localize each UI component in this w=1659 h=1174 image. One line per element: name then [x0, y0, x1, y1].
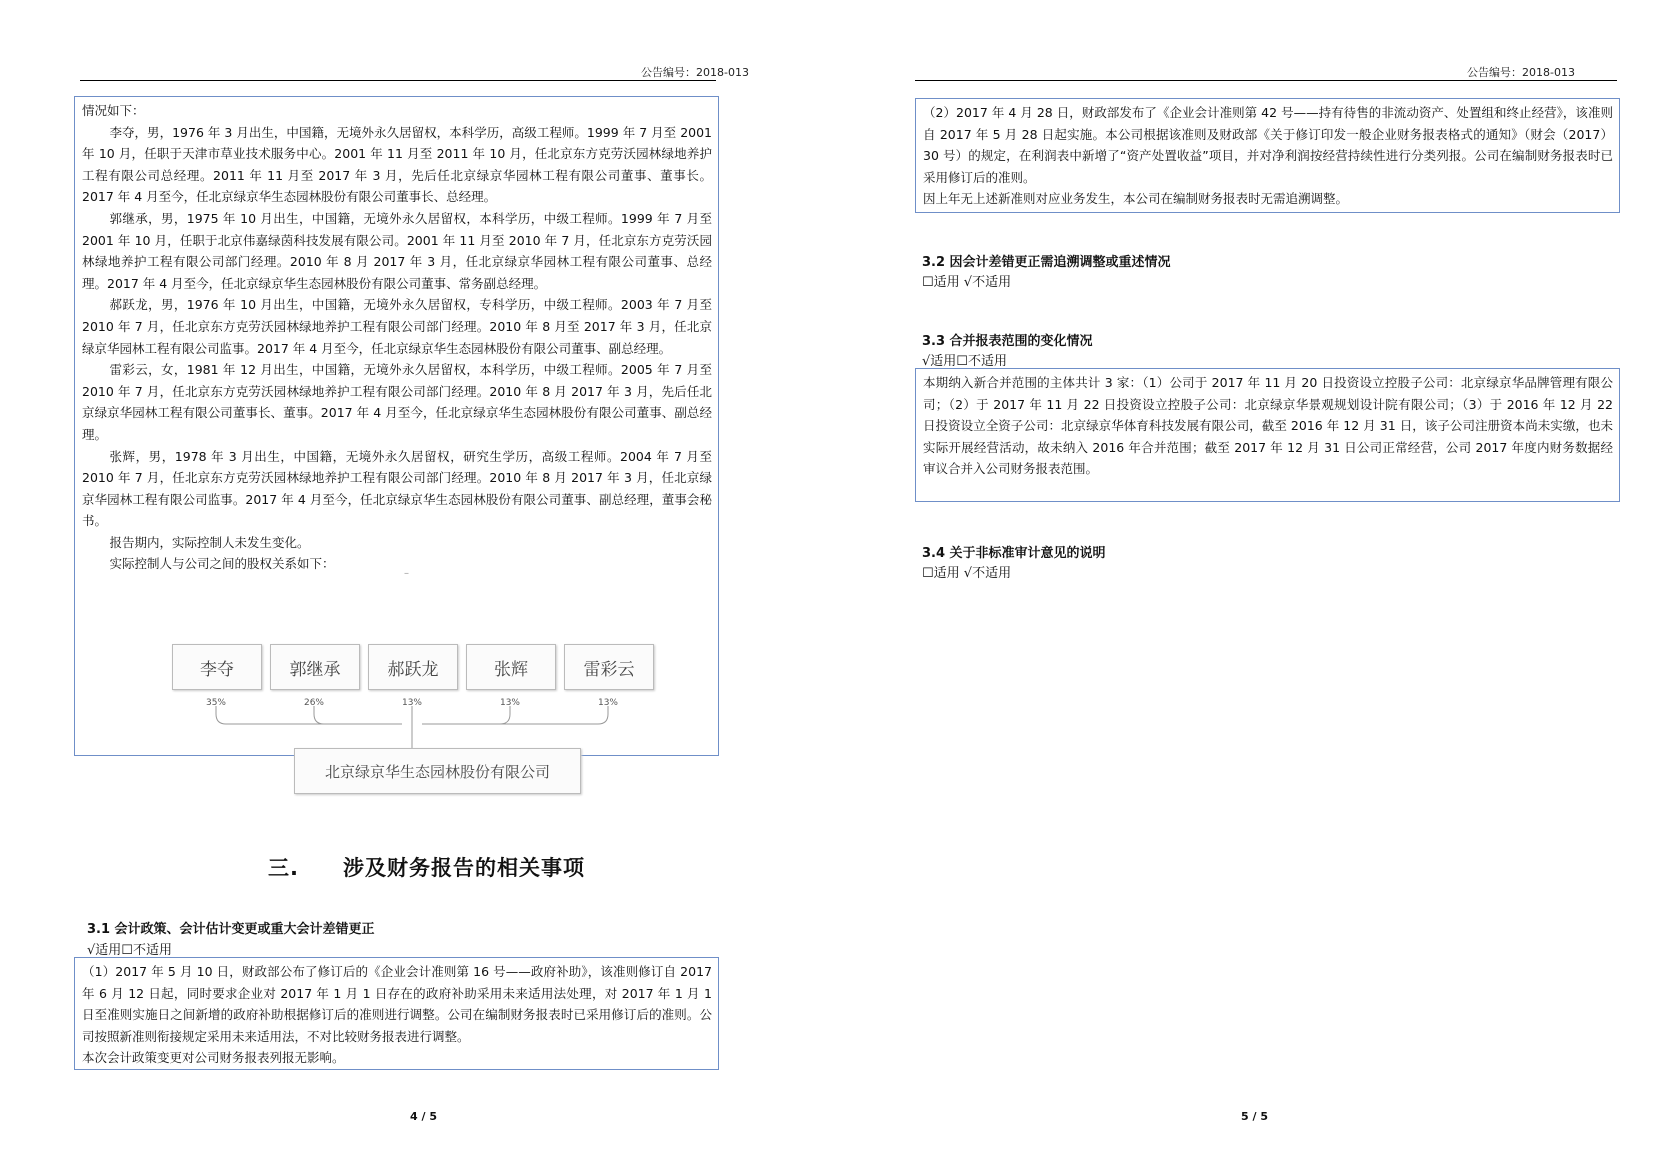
- share-pct-li-duo: 35%: [205, 698, 226, 708]
- s31-paragraph-4: 因上年无上述新准则对应业务发生，本公司在编制财务报表时无需追溯调整。: [923, 191, 1349, 207]
- s33-box: [915, 368, 1620, 502]
- s33-title: 3.3 合并报表范围的变化情况: [922, 334, 1093, 349]
- company-box: 北京绿京华生态园林股份有限公司: [294, 748, 581, 794]
- share-pct-zhang-hui: 13%: [499, 698, 520, 708]
- intro-text: 情况如下：: [82, 103, 145, 118]
- s31-title: 3.1 会计政策、会计估计变更或重大会计差错更正: [87, 922, 375, 937]
- ownership-chart: [172, 568, 692, 800]
- s31-paragraph-1: （1）2017 年 5 月 10 日，财政部公布了修订后的《企业会计准则第 16 号——政府补助》，该准则修订自 2017 年 6 月 12 日起，同时要求企业对 2017 年 1 月 1 日存在的政府补助采用未来适用法处理，对 2017 年 1 月 1 日至准则实施日之间新增的政府补助根据修订后的准则进行调整。公司在编制财务报表时已采用修订后的准则。公司按照新准则衔接规定采用未来适用法，不对比较财务报表进行调整。: [82, 964, 712, 1044]
- s31-applicability: √适用☐不适用: [87, 943, 172, 958]
- shareholder-box-hao-yuelong: 郝跃龙: [368, 644, 458, 690]
- shareholder-box-zhang-hui: 张辉: [466, 644, 556, 690]
- bio-li-duo: 李夺，男，1976 年 3 月出生，中国籍，无境外永久居留权，本科学历，高级工程师。1999 年 7 月至 2001 年 10 月，任职于天津市草业技术服务中心。2001 年 11 月至 2011 年 10 月，任北京东方克劳沃园林绿地养护工程有限公司总经理。2011 年 11 月至 2017 年 3 月，先后任北京绿京华园林工程有限公司董事、董事长。2017 年 4 月至今，任北京绿京华生态园林股份有限公司董事长、总经理。: [82, 124, 712, 205]
- s32-applicability: ☐适用 √不适用: [922, 275, 1012, 290]
- s33-applicability: √适用☐不适用: [922, 354, 1007, 369]
- announcement-number: 公告编号：2018-013: [1467, 66, 1575, 79]
- page-number: 4 / 5: [410, 1110, 437, 1123]
- share-pct-guo-jicheng: 26%: [303, 698, 324, 708]
- chart-dash: –: [404, 568, 409, 579]
- share-pct-hao-yuelong: 13%: [401, 698, 422, 708]
- s31-paragraph-3: （2）2017 年 4 月 28 日，财政部发布了《企业会计准则第 42 号——持有待售的非流动资产、处置组和终止经营》，该准则自 2017 年 5 月 28 日起实施。本公司根据该准则及财政部《关于修订印发一般企业财务报表格式的通知》（财会（2017）30 号）的规定，在利润表中新增了“资产处置收益”项目，并对净利润按经营持续性进行分类列报。公司在编制财务报表时已采用修订后的准则。: [923, 105, 1613, 185]
- equity-relation-intro: 实际控制人与公司之间的股权关系如下：: [109, 556, 335, 572]
- shareholder-box-lei-caiyun: 雷彩云: [564, 644, 654, 690]
- s34-applicability: ☐适用 √不适用: [922, 566, 1012, 581]
- bio-zhang-hui: 张辉，男，1978 年 3 月出生，中国籍，无境外永久居留权，研究生学历，高级工程师。2004 年 7 月至 2010 年 7 月，任北京东方克劳沃园林绿地养护工程有限公司部门经理。2010 年 8 月 2017 年 3 月，任北京绿京华园林工程有限公司监事。2017 年 4 月至今，任北京绿京华生态园林股份有限公司董事、副总经理，董事会秘书。: [82, 448, 712, 529]
- s31-box: [74, 957, 719, 1070]
- controller-unchanged-text: 报告期内，实际控制人未发生变化。: [109, 534, 310, 550]
- s33-text: 本期纳入新合并范围的主体共计 3 家：（1）公司于 2017 年 11 月 20 日投资设立控股子公司：北京绿京华品牌管理有限公司；（2）于 2017 年 11 月 22 日投资设立控股子公司：北京绿京华景观规划设计院有限公司；（3）于 2016 年 12 月 22 日投资设立全资子公司：北京绿京华体育科技发展有限公司，截至 2016 年 12 月 31 日，该子公司注册资本尚未实缴，也未实际开展经营活动，故未纳入 2016 年合并范围；截至 2017 年 12 月 31 日公司正常经营，公司 2017 年度内财务数据经审议合并入公司财务报表范围。: [923, 375, 1613, 477]
- header-rule: [80, 80, 716, 81]
- shareholder-box-li-duo: 李夺: [172, 644, 262, 690]
- announcement-number: 公告编号：2018-013: [641, 66, 749, 79]
- section-title: 三. 涉及财务报告的相关事项: [268, 856, 585, 880]
- s31-paragraph-2: 本次会计政策变更对公司财务报表列报无影响。: [82, 1050, 345, 1066]
- bio-guo-jicheng: 郭继承，男，1975 年 10 月出生，中国籍，无境外永久居留权，本科学历，中级工程师。1999 年 7 月至 2001 年 10 月，任职于北京伟嘉绿茵科技发展有限公司。2001 年 11 月至 2010 年 7 月，任北京东方克劳沃园林绿地养护工程有限公司部门经理。2010 年 8 月 2017 年 3 月，任北京绿京华园林工程有限公司董事、总经理。2017 年 4 月至今，任北京绿京华生态园林股份有限公司董事、常务副总经理。: [82, 210, 712, 291]
- shareholder-box-guo-jicheng: 郭继承: [270, 644, 360, 690]
- share-pct-lei-caiyun: 13%: [597, 698, 618, 708]
- bio-hao-yuelong: 郝跃龙，男，1976 年 10 月出生，中国籍，无境外永久居留权，专科学历，中级工程师。2003 年 7 月至 2010 年 7 月，任北京东方克劳沃园林绿地养护工程有限公司部门经理。2010 年 8 月至 2017 年 3 月，任北京绿京华园林工程有限公司监事。2017 年 4 月至今，任北京绿京华生态园林股份有限公司董事、副总经理。: [82, 297, 712, 356]
- page-number: 5 / 5: [1241, 1110, 1268, 1123]
- bio-lei-caiyun: 雷彩云，女，1981 年 12 月出生，中国籍，无境外永久居留权，本科学历，中级工程师。2005 年 7 月至 2010 年 7 月，任北京东方克劳沃园林绿地养护工程有限公司部门经理。2010 年 8 月 2017 年 3 月，先后任北京绿京华园林工程有限公司董事长、董事。2017 年 4 月至今，任北京绿京华生态园林股份有限公司董事、副总经理。: [82, 362, 712, 442]
- s32-title: 3.2 因会计差错更正需追溯调整或重述情况: [922, 255, 1171, 270]
- header-rule: [915, 80, 1617, 81]
- s31-continued-box: [915, 98, 1620, 213]
- s34-title: 3.4 关于非标准审计意见的说明: [922, 546, 1106, 561]
- page-5: [830, 0, 1659, 1174]
